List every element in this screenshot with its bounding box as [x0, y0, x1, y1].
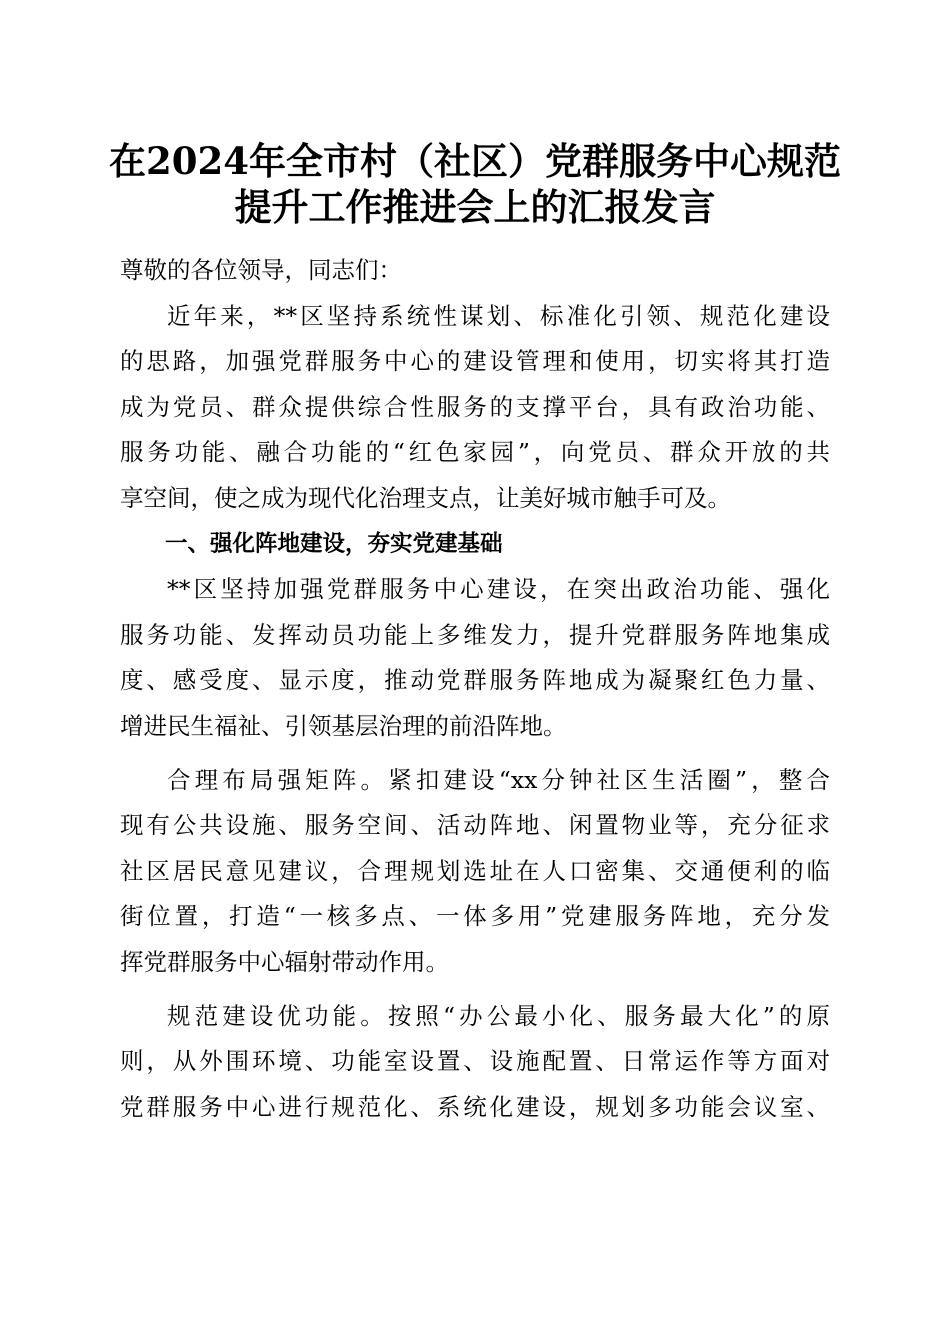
- paragraph-line: 合理布局强矩阵。紧扣建设“xx分钟社区生活圈”，整合: [167, 765, 830, 794]
- title-line-2: 提升工作推进会上的汇报发言: [234, 185, 716, 229]
- title-line-1: 在2024年全市村（社区）党群服务中心规范: [109, 139, 841, 183]
- salutation: 尊敬的各位领导，同志们：: [120, 256, 402, 284]
- paragraph-line: 挥党群服务中心辐射带动作用。: [120, 947, 449, 976]
- paragraph-line: 则，从外围环境、功能室设置、设施配置、日常运作等方面对: [120, 1047, 830, 1076]
- paragraph-line: 增进民生福祉、引领基层治理的前沿阵地。: [120, 711, 567, 740]
- paragraph-line: 规范建设优功能。按照“办公最小化、服务最大化”的原: [167, 1001, 830, 1030]
- paragraph-line: 近年来，**区坚持系统性谋划、标准化引领、规范化建设: [167, 301, 830, 330]
- paragraph-line: 成为党员、群众提供综合性服务的支撑平台，具有政治功能、: [120, 392, 830, 421]
- paragraph-line: 的思路，加强党群服务中心的建设管理和使用，切实将其打造: [120, 347, 830, 376]
- paragraph-line: 服务功能、融合功能的“红色家园”，向党员、群众开放的共: [120, 438, 830, 467]
- paragraph-standards: [120, 994, 830, 1131]
- paragraph-layout: [120, 758, 830, 986]
- paragraph-intro: [120, 294, 830, 522]
- paragraph-line: 党群服务中心进行规范化、系统化建设，规划多功能会议室、: [120, 1092, 830, 1121]
- paragraph-line: 享空间，使之成为现代化治理支点，让美好城市触手可及。: [120, 483, 731, 512]
- paragraph-gap: [120, 986, 830, 994]
- paragraph-line: 街位置，打造“一核多点、一体多用”党建服务阵地，充分发: [120, 902, 830, 931]
- paragraph-section1-intro: [120, 567, 830, 749]
- paragraph-line: 社区居民意见建议，合理规划选址在人口密集、交通便利的临: [120, 856, 830, 885]
- paragraph-gap: [120, 750, 830, 758]
- paragraph-line: 服务功能、发挥动员功能上多维发力，提升党群服务阵地集成: [120, 620, 830, 649]
- document-body: [120, 248, 830, 1130]
- paragraph-line: 度、感受度、显示度，推动党群服务阵地成为凝聚红色力量、: [120, 666, 830, 695]
- paragraph-line: 现有公共设施、服务空间、活动阵地、闲置物业等，充分征求: [120, 811, 830, 840]
- paragraph-line: **区坚持加强党群服务中心建设，在突出政治功能、强化: [167, 575, 830, 604]
- section-heading-1: 一、强化阵地建设，夯实党建基础: [165, 530, 503, 557]
- document-title: [100, 138, 850, 230]
